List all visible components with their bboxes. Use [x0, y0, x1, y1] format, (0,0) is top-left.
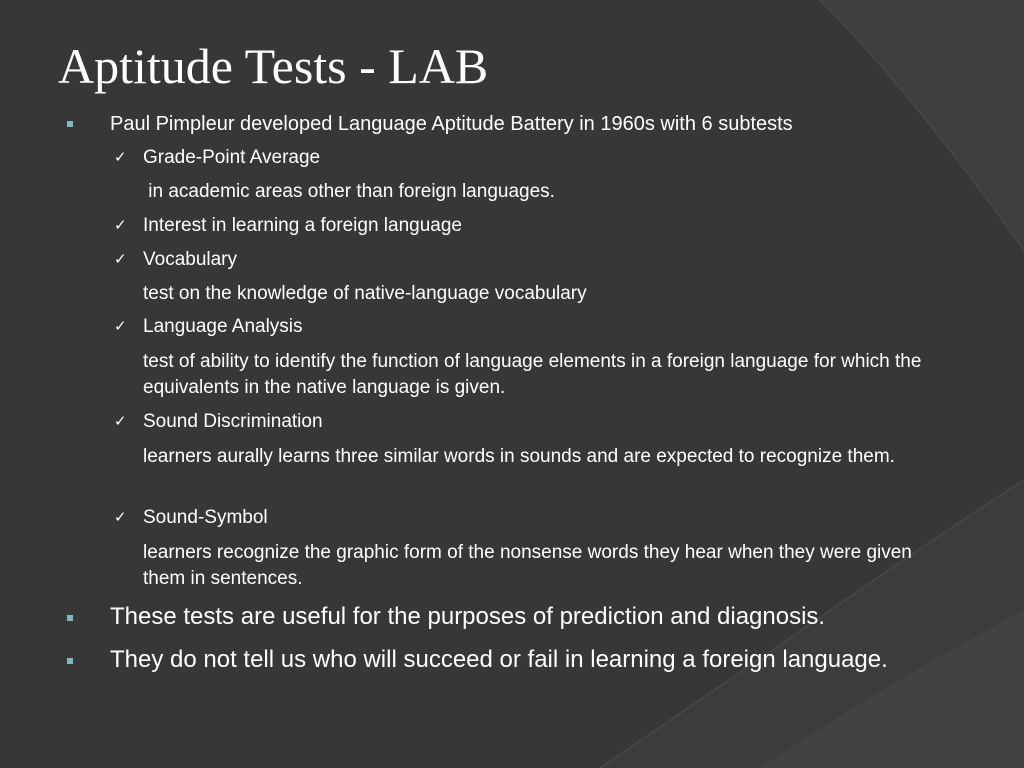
checkmark-icon: ✓ [114, 216, 127, 234]
subitem-description: test of ability to identify the function of language elements in a foreign language for which the equivalents in the native language is given. [143, 351, 922, 398]
square-bullet-icon [67, 615, 73, 621]
checkmark-icon: ✓ [114, 508, 127, 526]
subitem-label: Vocabulary [143, 249, 238, 270]
subitem-label: Interest in learning a foreign language [143, 215, 463, 236]
subitem-description: in academic areas other than foreign languages. [143, 181, 555, 202]
slide-title: Aptitude Tests - LAB [58, 38, 489, 94]
bullet-text: They do not tell us who will succeed or fail in learning a foreign language. [110, 646, 888, 673]
square-bullet-icon [67, 658, 73, 664]
checkmark-icon: ✓ [114, 250, 127, 268]
subitem-label: Language Analysis [143, 316, 303, 337]
square-bullet-icon [67, 121, 73, 127]
checkmark-icon: ✓ [114, 317, 127, 335]
bullet-text: Paul Pimpleur developed Language Aptitude Battery in 1960s with 6 subtests [110, 113, 793, 135]
checkmark-icon: ✓ [114, 412, 127, 430]
subitem-label: Sound-Symbol [143, 507, 268, 528]
subitem-label: Sound Discrimination [143, 411, 323, 432]
bullet-text: These tests are useful for the purposes of prediction and diagnosis. [110, 603, 826, 630]
subitem-description: learners aurally learns three similar words in sounds and are expected to recognize them. [143, 446, 895, 467]
checkmark-icon: ✓ [114, 148, 127, 166]
subitem-label: Grade-Point Average [143, 147, 321, 168]
subitem-description: test on the knowledge of native-language vocabulary [143, 283, 587, 304]
subitem-description: learners recognize the graphic form of the nonsense words they hear when they were given them in sentences. [143, 542, 912, 589]
